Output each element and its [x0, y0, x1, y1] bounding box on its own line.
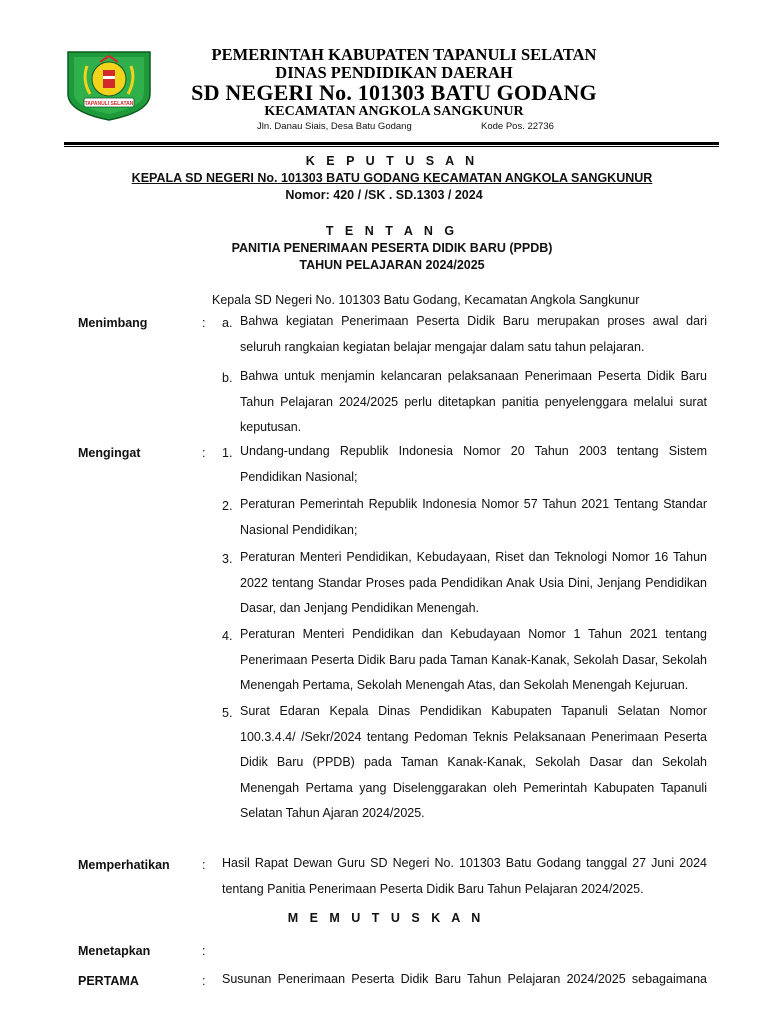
letterhead-postal-code: Kode Pos. 22736: [481, 121, 554, 132]
pertama-label: PERTAMA: [78, 974, 139, 988]
decree-intro: Kepala SD Negeri No. 101303 Batu Godang, Kecamatan Angkola Sangkunur: [212, 293, 640, 307]
menimbang-item-mark: b.: [222, 371, 233, 385]
pertama-colon: :: [202, 974, 206, 988]
mengingat-item-mark: 1.: [222, 446, 233, 460]
mengingat-item-text: Peraturan Menteri Pendidikan dan Kebudayaan Nomor 1 Tahun 2021 tentang Penerimaan Peserta Didik Baru pada Taman Kanak-Kanak, Sekolah Dasar, Sekolah Menengah Pertama, Sekolah Menengah Atas, dan Sekolah Menengah Kejuruan.: [240, 627, 707, 692]
decree-year: TAHUN PELAJARAN 2024/2025: [299, 258, 485, 272]
letterhead-divider-thin: [64, 146, 719, 147]
mengingat-item-mark: 4.: [222, 629, 233, 643]
letterhead-address: Jln. Danau Siais, Desa Batu Godang: [257, 121, 412, 132]
menimbang-label: Menimbang: [78, 316, 148, 330]
letterhead-agency: DINAS PENDIDIKAN DAERAH: [275, 63, 513, 82]
menimbang-item-text: Bahwa untuk menjamin kelancaran pelaksanaan Penerimaan Peserta Didik Baru Tahun Pelajaran 2024/2025 perlu ditetapkan panitia penyelenggara melalui surat keputusan.: [240, 369, 707, 434]
mengingat-item-text: Peraturan Pemerintah Republik Indonesia Nomor 57 Tahun 2021 Tentang Standar Nasional Pendidikan;: [240, 497, 707, 537]
memperhatikan-label: Memperhatikan: [78, 858, 170, 872]
letterhead-school-name: SD NEGERI No. 101303 BATU GODANG: [191, 80, 597, 105]
mengingat-item-text: Peraturan Menteri Pendidikan, Kebudayaan, Riset dan Teknologi Nomor 16 Tahun 2022 tentang Standar Proses pada Pendidikan Anak Usia Dini, Jenjang Pendidikan Dasar, dan Jenjang Pendidikan Menengah.: [240, 550, 707, 615]
mengingat-item-text: Surat Edaran Kepala Dinas Pendidikan Kabupaten Tapanuli Selatan Nomor 100.3.4.4/ /Sekr/2024 tentang Pedoman Teknis Pelaksanaan Penerimaan Peserta Didik Baru (PPDB) pada Taman Kanak-Kanak, Sekolah Dasar dan Sekolah Menengah Pertama yang Diselenggarakan oleh Pemerintah Kabupaten Tapanuli Selatan Tahun Ajaran 2024/2025.: [240, 704, 707, 820]
pertama-text: Susunan Penerimaan Peserta Didik Baru Tahun Pelajaran 2024/2025 sebagaimana: [222, 972, 707, 986]
mengingat-colon: :: [202, 446, 206, 460]
menimbang-item-text: Bahwa kegiatan Penerimaan Peserta Didik Baru merupakan proses awal dari seluruh rangkaian kegiatan belajar mengajar dalam satu tahun pelajaran.: [240, 314, 707, 354]
mengingat-item-mark: 2.: [222, 499, 233, 513]
menimbang-colon: :: [202, 316, 206, 330]
decree-subject: PANITIA PENERIMAAN PESERTA DIDIK BARU (PPDB): [231, 241, 553, 255]
decree-about: T E N T A N G: [325, 224, 459, 238]
letterhead-divider-thick: [64, 142, 719, 145]
menimbang-item-mark: a.: [222, 316, 233, 330]
memperhatikan-colon: :: [202, 858, 206, 872]
mengingat-item-mark: 5.: [222, 706, 233, 720]
decree-issuer: KEPALA SD NEGERI No. 101303 BATU GODANG KECAMATAN ANGKOLA SANGKUNUR: [131, 171, 653, 185]
decree-title: K E P U T U S A N: [305, 154, 479, 168]
menetapkan-label: Menetapkan: [78, 944, 151, 958]
mengingat-item-text: Undang-undang Republik Indonesia Nomor 20 Tahun 2003 tentang Sistem Pendidikan Nasional;: [240, 444, 707, 484]
menetapkan-colon: :: [202, 944, 206, 958]
memperhatikan-text: Hasil Rapat Dewan Guru SD Negeri No. 101303 Batu Godang tanggal 27 Juni 2024 tentang Panitia Penerimaan Peserta Didik Baru Tahun Pelajaran 2024/2025.: [222, 856, 707, 896]
mengingat-label: Mengingat: [78, 446, 141, 460]
decree-number: Nomor: 420 / /SK . SD.1303 / 2024: [285, 188, 483, 202]
letterhead-government: PEMERINTAH KABUPATEN TAPANULI SELATAN: [211, 45, 597, 64]
mengingat-item-mark: 3.: [222, 552, 233, 566]
letterhead-district: KECAMATAN ANGKOLA SANGKUNUR: [264, 104, 524, 119]
memutuskan-title: M E M U T U S K A N: [287, 911, 485, 925]
logo-ribbon-text: TAPANULI SELATAN: [84, 101, 134, 107]
